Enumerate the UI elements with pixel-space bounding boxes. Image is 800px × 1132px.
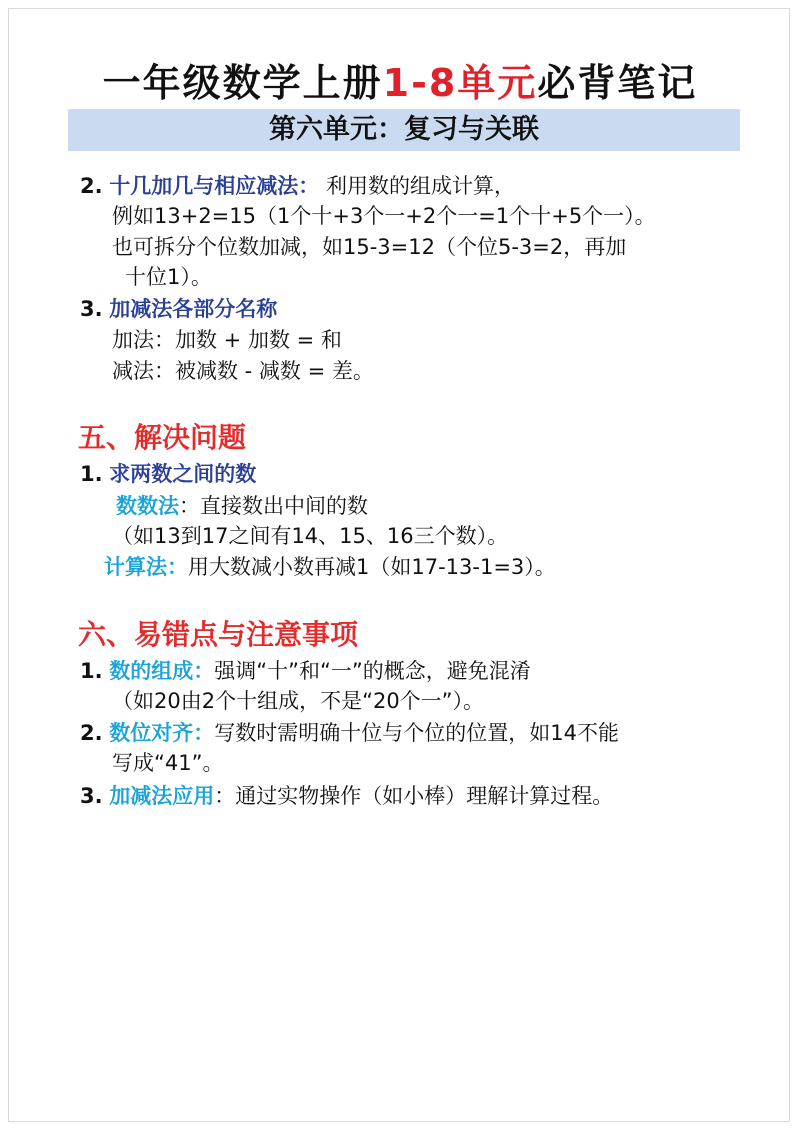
item-3-number: 3. xyxy=(80,297,103,321)
item-2-line-1 xyxy=(80,172,515,200)
sec5-item-1-number: 1. xyxy=(80,462,103,486)
item-2-text: 利用数的组成计算， xyxy=(325,174,515,198)
method-1-label: 数数法 xyxy=(116,494,179,518)
item-2-title: 十几加几与相应减法： xyxy=(109,174,320,198)
item-3-subtraction: 减法：被减数 - 减数 = 差。 xyxy=(112,359,374,383)
method-1-line xyxy=(116,492,368,520)
item-3-title: 加减法各部分名称 xyxy=(109,297,278,321)
item-2-line-4: 十位1）。 xyxy=(125,265,212,289)
sec5-item-1-title: 求两数之间的数 xyxy=(109,462,257,486)
title-suffix: 必背笔记 xyxy=(537,61,698,105)
item-2-number: 2. xyxy=(80,174,103,198)
section-6-heading: 六、易错点与注意事项 xyxy=(78,618,359,651)
method-2-line xyxy=(104,553,556,581)
method-2-label: 计算法： xyxy=(104,555,188,579)
sec6-item-3 xyxy=(80,782,613,810)
item-2-line-3: 也可拆分个位数加减，如15-3=12（个位5-3=2，再加 xyxy=(112,235,627,259)
item-2-line-2: 例如13+2=15（1个十+3个一+2个一=1个十+5个一）。 xyxy=(112,204,656,228)
sec6-item-1-example: （如20由2个十组成，不是“20个一”）。 xyxy=(112,689,485,713)
sec6-item-2-number: 2. xyxy=(80,721,103,745)
sec5-item-1 xyxy=(80,460,256,488)
sec6-item-1-label: 数的组成： xyxy=(109,659,215,683)
title-prefix: 一年级数学上册 xyxy=(102,61,383,105)
sec6-item-3-text: ：通过实物操作（如小棒）理解计算过程。 xyxy=(214,784,614,808)
sec6-item-3-number: 3. xyxy=(80,784,103,808)
sec6-item-1-number: 1. xyxy=(80,659,103,683)
sec6-item-2-example: 写成“41”。 xyxy=(112,751,224,775)
title-accent: 1-8单元 xyxy=(382,61,538,105)
sec6-item-3-label: 加减法应用 xyxy=(109,784,215,808)
sec6-item-2-label: 数位对齐： xyxy=(109,721,215,745)
page-title xyxy=(0,52,800,107)
section-5-heading: 五、解决问题 xyxy=(78,421,247,454)
sec6-item-2 xyxy=(80,719,619,747)
item-3-line-1 xyxy=(80,295,277,323)
unit-banner: 第六单元：复习与关联 xyxy=(68,109,740,151)
item-3-addition: 加法：加数 + 加数 = 和 xyxy=(112,328,342,352)
sec6-item-1 xyxy=(80,657,531,685)
method-1-text: ：直接数出中间的数 xyxy=(179,494,368,518)
method-2-text: 用大数减小数再减1（如17-13-1=3）。 xyxy=(188,555,556,579)
sec6-item-1-text: 强调“十”和“一”的概念，避免混淆 xyxy=(214,659,531,683)
method-1-example: （如13到17之间有14、15、16三个数）。 xyxy=(112,524,509,548)
sec6-item-2-text: 写数时需明确十位与个位的位置，如14不能 xyxy=(214,721,620,745)
